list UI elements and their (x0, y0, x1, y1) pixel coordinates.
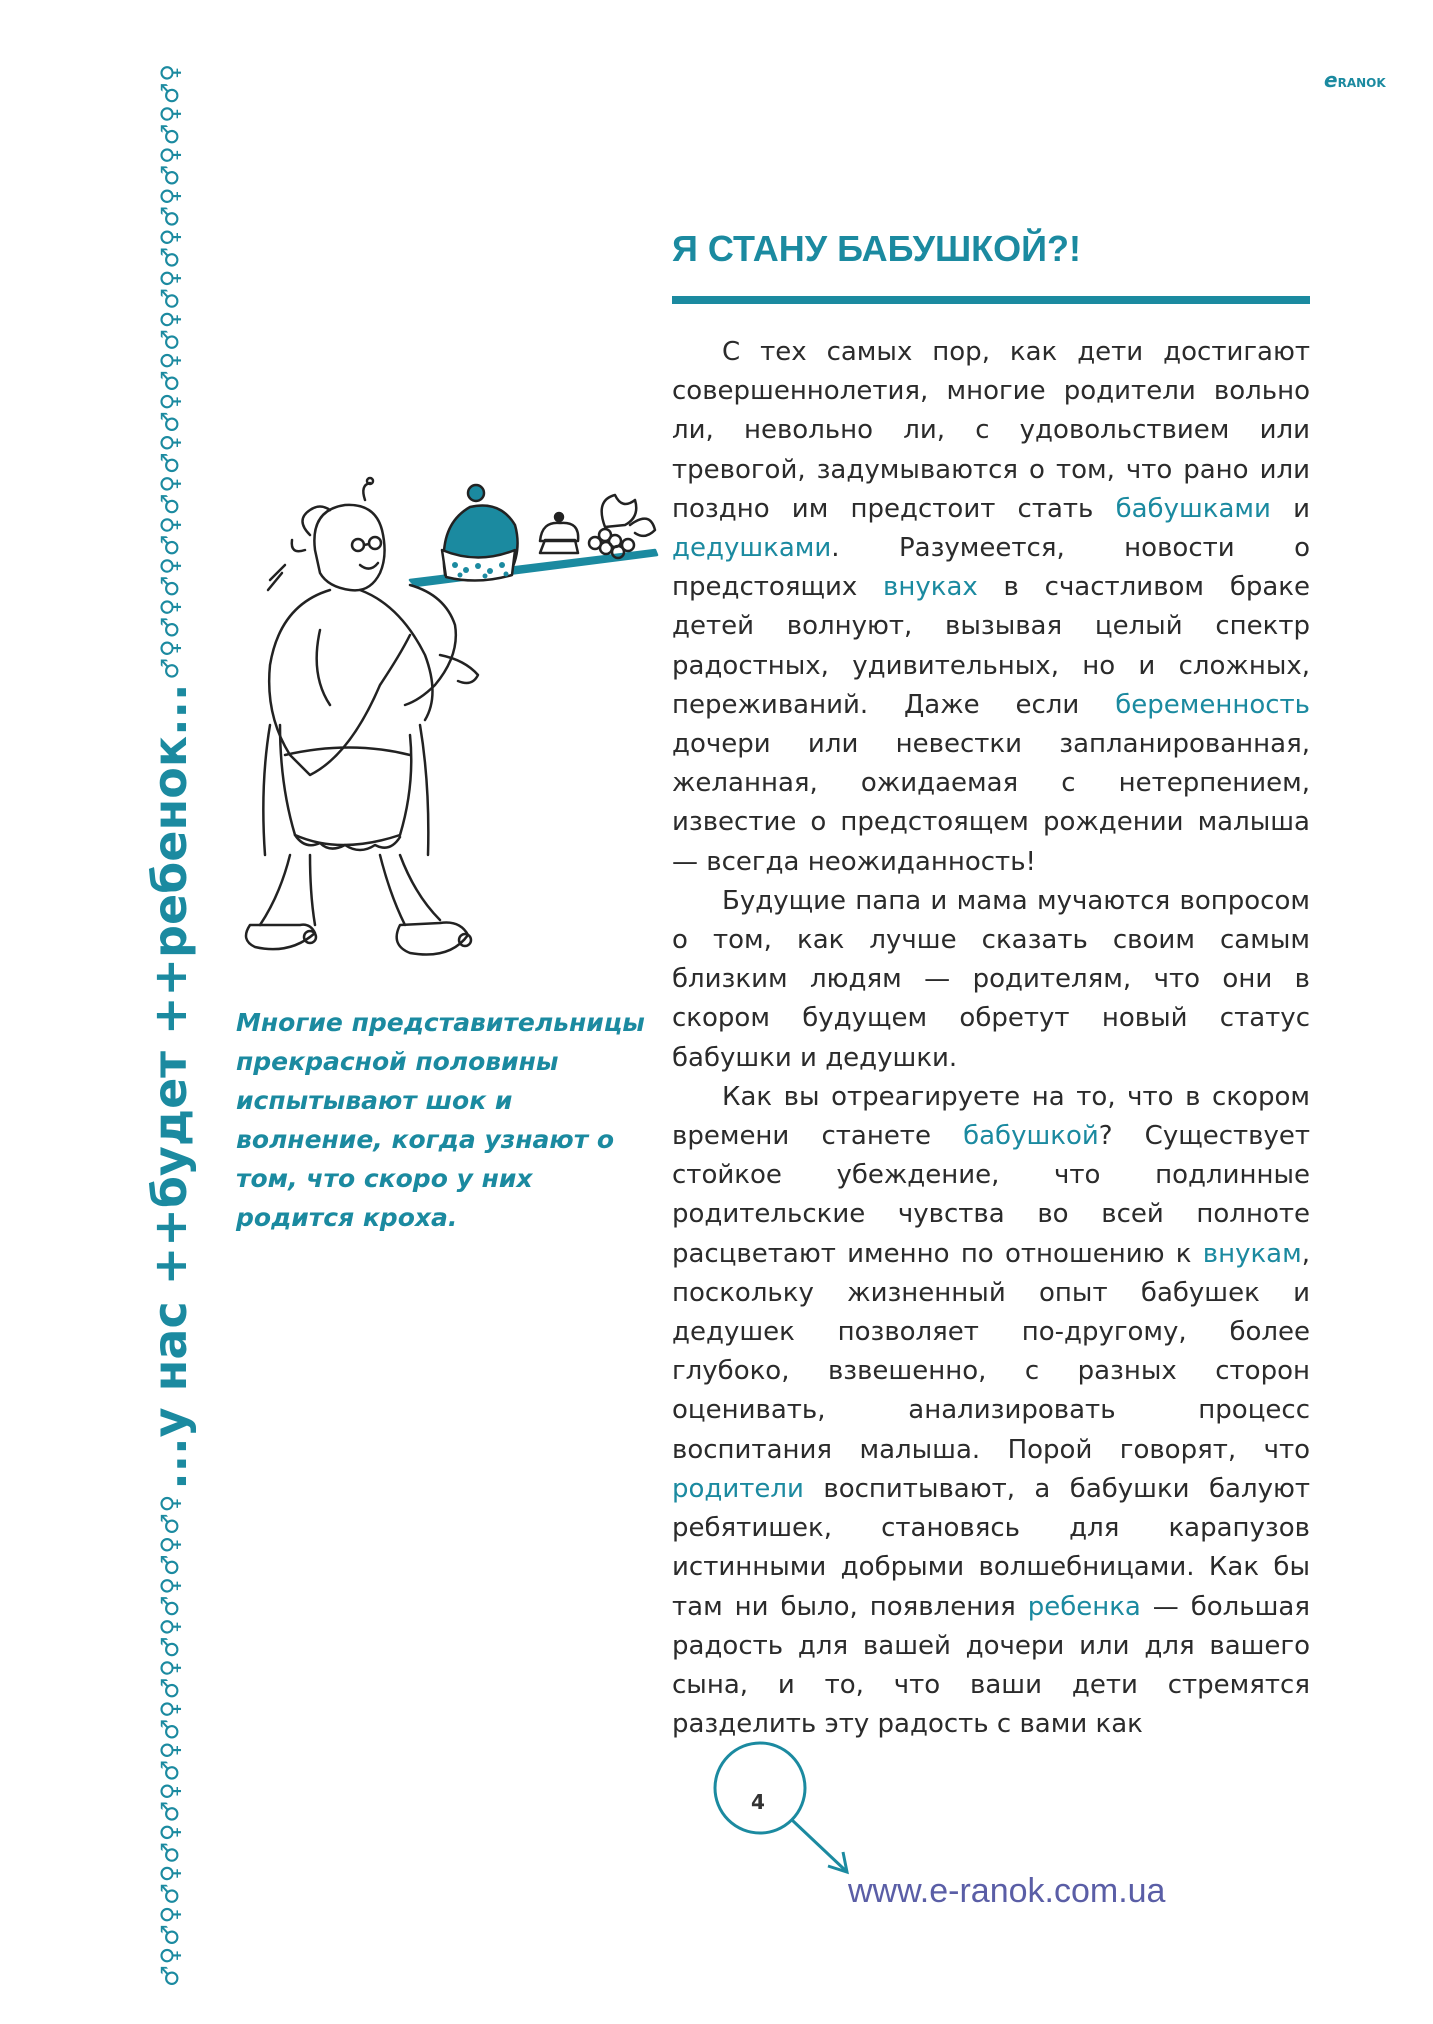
website-link[interactable]: www.e-ranok.com.ua (848, 1872, 1166, 1910)
keyword-link[interactable]: внукам (1202, 1238, 1302, 1269)
side-banner-title: ...у нас ++будет ++ребенок... (143, 683, 197, 1490)
illustration-caption: Многие представительницы прекрасной половины испытывают шок и волнение, когда узнают о том, что скоро у них родится кроха. (236, 1008, 645, 1232)
page-number-badge (710, 1738, 860, 1888)
keyword-link[interactable]: внуках (883, 572, 978, 603)
title-underline (672, 296, 1310, 304)
gender-symbols-bottom: ♂♀♂♀♂♀♂♀♂♀♂♀♂♀♂♀♂♀♂♀♂♀♂♀ (156, 1493, 184, 1987)
publisher-logo: eRANOK (1324, 68, 1386, 92)
keyword-link[interactable]: родители (672, 1473, 804, 1504)
keyword-link[interactable]: бабушкой (963, 1121, 1099, 1152)
keyword-link[interactable]: беременность (1115, 689, 1310, 720)
paragraph-1: С тех самых пор, как дети достигают совершеннолетия, многие родители вольно ли, невольно ли, с удовольствием или тревогой, задумываются о том, что рано или поздно им предстоит стать бабушками и дедушками. Разумеется, новости о предстоящих внуках в счастливом браке детей волнуют, вызывая целый спектр радостных, удивительных, но и сложных, переживаний. Даже если беременность дочери или невестки запланированная, желанная, ожидаемая с нетерпением, известие о предстоящем рождении малыша — всегда неожиданность! (672, 337, 1310, 877)
paragraph-2: Будущие папа и мама мучаются вопросом о том, как лучше сказать своим самым близким людям — родителям, что они в скором будущем обретут новый статус бабушки и дедушки. (672, 885, 1310, 1073)
article-body (672, 333, 1310, 1744)
keyword-link[interactable]: бабушками (1115, 493, 1271, 524)
side-banner (140, 50, 200, 2000)
keyword-link[interactable]: дедушками (672, 533, 832, 564)
keyword-link[interactable]: ребенка (1027, 1591, 1141, 1622)
paragraph-3: Как вы отреагируете на то, что в скором времени станете бабушкой? Существует стойкое убеждение, что подлинные родительские чувства во всей полноте расцветают именно по отношению к внукам, поскольку жизненный опыт бабушек и дедушек позволяет по-другому, более глубоко, взвешенно, с разных сторон оценивать, анализировать процесс воспитания малыша. Порой говорят, что родители воспитывают, а бабушки балуют ребятишек, становясь для карапузов истинными добрыми волшебницами. Как бы там ни было, появления ребенка — большая радость для вашей дочери или для вашего сына, и то, что ваши дети стремятся разделить эту радость с вами как (672, 1081, 1310, 1740)
gender-symbols-top: ♂♀♂♀♂♀♂♀♂♀♂♀♂♀♂♀♂♀♂♀♂♀♂♀♂♀♂♀♂♀ (156, 63, 184, 680)
page-title: Я СТАНУ БАБУШКОЙ?! (672, 228, 1081, 269)
grandmother-illustration (210, 455, 670, 975)
page-number: 4 (751, 1790, 765, 1814)
side-banner-text (143, 63, 197, 1987)
